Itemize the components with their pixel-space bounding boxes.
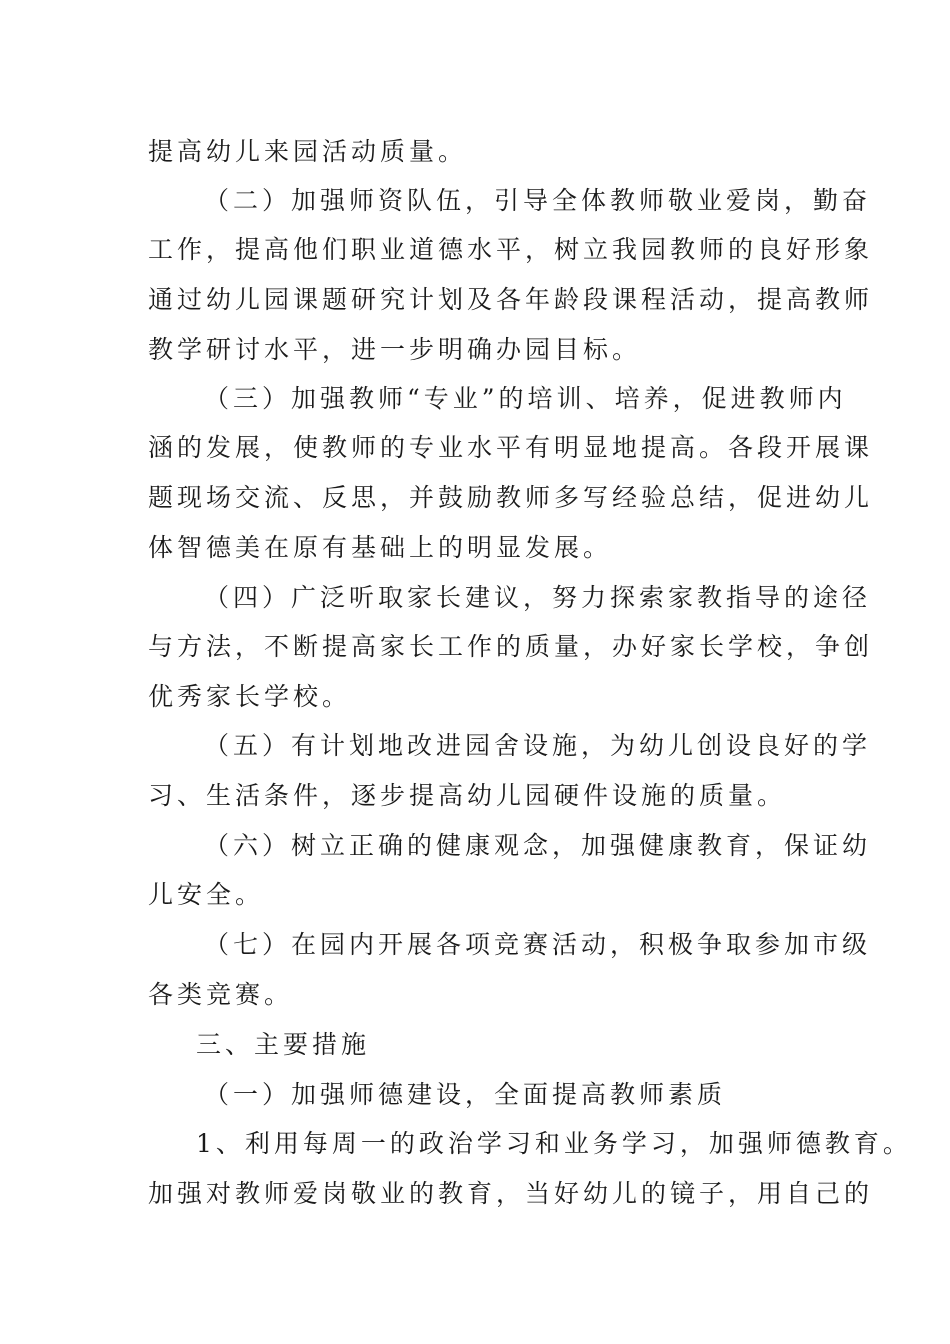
paragraph-line: （四）广泛听取家长建议，努力探索家教指导的途径 xyxy=(204,583,872,612)
paragraph-line: 1、利用每周一的政治学习和业务学习，加强师德教育。 xyxy=(196,1129,912,1158)
paragraph-line: 提高幼儿来园活动质量。 xyxy=(148,137,468,166)
paragraph-line: （五）有计划地改进园舍设施，为幼儿创设良好的学 xyxy=(204,731,872,760)
paragraph-line: 涵的发展，使教师的专业水平有明显地提高。各段开展课 xyxy=(148,433,874,462)
paragraph-line: （二）加强师资队伍，引导全体教师敬业爱岗，勤奋 xyxy=(204,186,872,215)
paragraph-line: 通过幼儿园课题研究计划及各年龄段课程活动，提高教师 xyxy=(148,285,874,314)
paragraph-line: 各类竞赛。 xyxy=(148,980,294,1009)
paragraph-line: 与方法，不断提高家长工作的质量，办好家长学校，争创 xyxy=(148,632,874,661)
paragraph-line: 加强对教师爱岗敬业的教育，当好幼儿的镜子，用自己的 xyxy=(148,1179,874,1208)
paragraph-line: 优秀家长学校。 xyxy=(148,682,352,711)
paragraph-line: （六）树立正确的健康观念，加强健康教育，保证幼 xyxy=(204,831,872,860)
paragraph-line: 题现场交流、反思，并鼓励教师多写经验总结，促进幼儿 xyxy=(148,483,874,512)
paragraph-line: 儿安全。 xyxy=(148,880,265,909)
paragraph-line: 习、生活条件，逐步提高幼儿园硬件设施的质量。 xyxy=(148,781,787,810)
paragraph-line: 体智德美在原有基础上的明显发展。 xyxy=(148,533,613,562)
paragraph-line: 工作，提高他们职业道德水平，树立我园教师的良好形象 xyxy=(148,235,874,264)
paragraph-line: 教学研讨水平，进一步明确办园目标。 xyxy=(148,335,642,364)
paragraph-line: （三）加强教师“专业”的培训、培养，促进教师内 xyxy=(204,384,847,413)
paragraph-line: （七）在园内开展各项竞赛活动，积极争取参加市级 xyxy=(204,930,872,959)
section-heading: 三、主要措施 xyxy=(196,1030,371,1059)
subsection-heading: （一）加强师德建设，全面提高教师素质 xyxy=(204,1080,727,1109)
